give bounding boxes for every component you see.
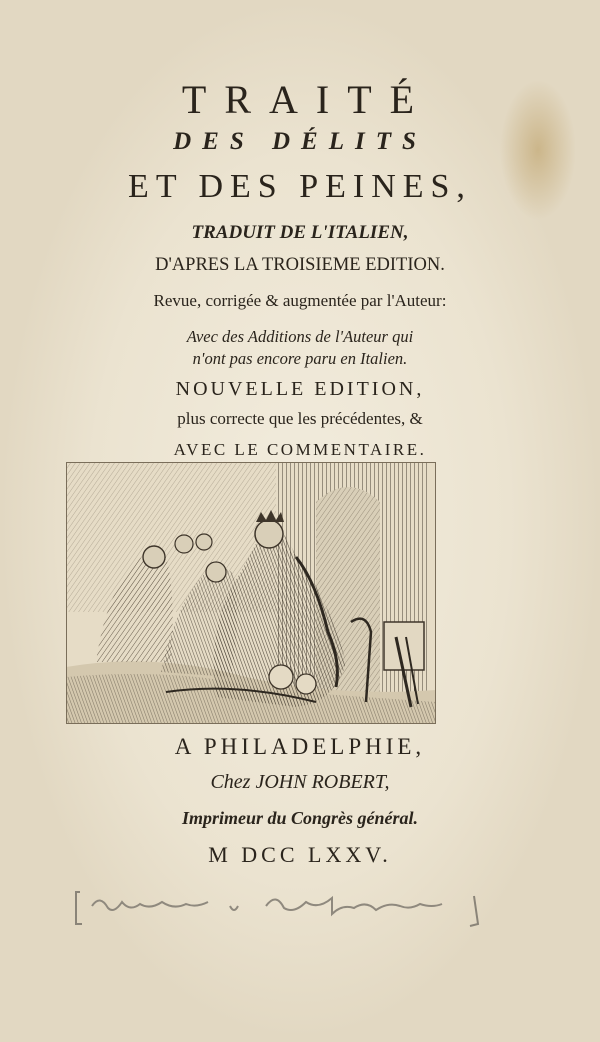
title-line-3: ET DES PEINES, bbox=[128, 168, 472, 205]
additions-line-2: n'ont pas encore paru en Italien. bbox=[192, 349, 408, 368]
handwritten-annotation-icon bbox=[70, 884, 490, 932]
title-line-2: DES DÉLITS bbox=[173, 128, 427, 155]
with-commentary: AVEC LE COMMENTAIRE. bbox=[173, 440, 427, 459]
more-correct-note: plus correcte que les précédentes, & bbox=[177, 409, 423, 428]
imprint-year: M DCC LXXV. bbox=[208, 842, 392, 867]
new-edition: NOUVELLE EDITION, bbox=[175, 378, 425, 400]
additions-line-1: Avec des Additions de l'Auteur qui bbox=[186, 327, 414, 346]
imprint-place: A PHILADELPHIE, bbox=[174, 734, 426, 759]
title-line-1: TRAITÉ bbox=[181, 77, 433, 122]
edition-source: D'APRES LA TROISIEME EDITION. bbox=[155, 255, 445, 275]
revised-note: Revue, corrigée & augmentée par l'Auteur: bbox=[153, 291, 447, 310]
imprint-printer: Chez JOHN ROBERT, bbox=[210, 771, 390, 793]
imprint-printer-title: Imprimeur du Congrès général. bbox=[181, 808, 419, 828]
translated-from: TRADUIT DE L'ITALIEN, bbox=[191, 222, 409, 243]
engraving-vignette-icon bbox=[66, 462, 436, 724]
